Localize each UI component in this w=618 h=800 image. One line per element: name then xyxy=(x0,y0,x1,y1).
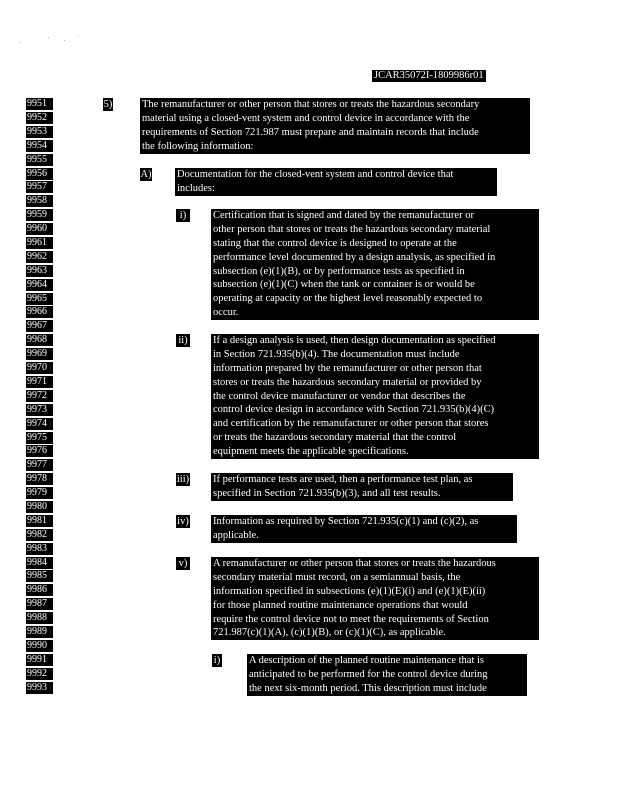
line-number: 9989 xyxy=(26,626,53,638)
paragraph-label: iii) xyxy=(176,474,190,485)
line-number: 9984 xyxy=(26,557,53,569)
text-line: subsection (e)(1)(B), or by performance tests as specified in xyxy=(213,265,465,277)
text-line: If a design analysis is used, then design documentation as specified xyxy=(213,335,496,346)
paragraph-A-text xyxy=(175,168,497,196)
line-number: 9957 xyxy=(26,181,53,193)
text-line: subsection (e)(1)(C) when the tank or container is or would be xyxy=(213,279,475,291)
paragraph-v-text xyxy=(211,557,539,640)
paragraph-ii-text xyxy=(211,334,539,459)
text-line: occur. xyxy=(213,307,239,319)
scan-artifact xyxy=(18,34,88,48)
text-line: equipment meets the applicable specifications. xyxy=(213,446,409,458)
line-number: 9968 xyxy=(26,334,53,346)
line-number: 9961 xyxy=(26,237,53,249)
line-number: 9985 xyxy=(26,570,53,582)
paragraph-label: i) xyxy=(213,655,221,666)
text-line: specified in Section 721.935(b)(3), and all test results. xyxy=(213,487,441,499)
line-number: 9979 xyxy=(26,487,53,499)
paragraph-label: 5) xyxy=(103,99,113,110)
line-number: 9956 xyxy=(26,168,53,180)
line-number: 9959 xyxy=(26,209,53,221)
text-line: Certification that is signed and dated by the remanufacturer or xyxy=(213,210,474,221)
text-line: performance level documented by a design analysis, as specified in xyxy=(213,251,496,263)
text-line: in Section 721.935(b)(4). The documentation must include xyxy=(213,348,460,360)
text-line: includes: xyxy=(177,182,215,194)
text-line: the next six-month period. This description must include xyxy=(249,682,487,694)
line-number: 9955 xyxy=(26,154,53,166)
line-number: 9972 xyxy=(26,390,53,402)
line-number: 9976 xyxy=(26,445,53,457)
text-line: A description of the planned routine maintenance that is xyxy=(249,655,485,666)
line-number: 9964 xyxy=(26,279,53,291)
line-number: 9960 xyxy=(26,223,53,235)
line-number: 9951 xyxy=(26,98,53,110)
line-number: 9975 xyxy=(26,432,53,444)
line-number: 9982 xyxy=(26,529,53,541)
text-line: other person that stores or treats the hazardous secondary material xyxy=(213,223,491,235)
line-number: 9988 xyxy=(26,612,53,624)
paragraph-label: A) xyxy=(140,169,152,180)
text-line: Documentation for the closed-vent system and control device that xyxy=(177,169,454,180)
text-line: for those planned routine maintenance operations that would xyxy=(213,599,468,611)
line-number: 9981 xyxy=(26,515,53,527)
text-line: information prepared by the remanufacturer or other person that xyxy=(213,362,482,374)
paragraph-i-text xyxy=(211,209,539,320)
line-number: 9990 xyxy=(26,640,53,652)
line-number: 9973 xyxy=(26,404,53,416)
text-line: The remanufacturer or other person that stores or treats the hazardous secondary xyxy=(142,99,480,110)
text-line: stating that the control device is designed to operate at the xyxy=(213,237,457,249)
line-number: 9978 xyxy=(26,473,53,485)
text-line: information specified in subsections (e)(1)(E)(i) and (e)(1)(E)(ii) xyxy=(213,585,486,597)
paragraph-5-text xyxy=(140,98,530,154)
paragraph-label: v) xyxy=(176,557,190,570)
line-number: 9987 xyxy=(26,598,53,610)
paragraph-v-i-text xyxy=(247,654,527,696)
text-line: or treats the hazardous secondary material that the control xyxy=(213,432,457,444)
text-line: require the control device not to meet the requirements of Section xyxy=(213,613,489,625)
line-number: 9965 xyxy=(26,293,53,305)
line-number: 9983 xyxy=(26,543,53,555)
text-line: the following information: xyxy=(142,140,254,152)
line-number: 9980 xyxy=(26,501,53,513)
text-line: anticipated to be performed for the control device during xyxy=(249,668,488,680)
text-line: the control device manufacturer or vendor that describes the xyxy=(213,390,466,402)
line-number: 9970 xyxy=(26,362,53,374)
line-number: 9992 xyxy=(26,668,53,680)
line-number: 9993 xyxy=(26,682,53,694)
line-number: 9969 xyxy=(26,348,53,360)
paragraph-label: iv) xyxy=(177,516,189,527)
text-line: operating at capacity or the highest level reasonably expected to xyxy=(213,293,483,305)
text-line: and certification by the remanufacturer or other person that stores xyxy=(213,418,489,430)
line-number: 9963 xyxy=(26,265,53,277)
text-line: control device design in accordance with Section 721.935(b)(4)(C) xyxy=(213,404,495,416)
text-line: requirements of Section 721.987 must prepare and maintain records that include xyxy=(142,126,479,138)
line-number: 9954 xyxy=(26,140,53,152)
text-line: If performance tests are used, then a performance test plan, as xyxy=(213,474,473,485)
text-line: stores or treats the hazardous secondary material or provided by xyxy=(213,376,482,388)
line-number: 9991 xyxy=(26,654,53,666)
line-number: 9971 xyxy=(26,376,53,388)
text-line: material using a closed-vent system and control device in accordance with the xyxy=(142,112,470,124)
line-number: 9962 xyxy=(26,251,53,263)
paragraph-label: ii) xyxy=(176,334,190,347)
paragraph-label: i) xyxy=(176,209,190,222)
line-number: 9952 xyxy=(26,112,53,124)
document-id-header: JCAR35072I-1809986r01 xyxy=(374,70,484,81)
line-number: 9974 xyxy=(26,418,53,430)
text-line: A remanufacturer or other person that stores or treats the hazardous xyxy=(213,558,496,569)
line-number: 9986 xyxy=(26,584,53,596)
text-line: Information as required by Section 721.935(c)(1) and (c)(2), as xyxy=(213,516,479,527)
text-line: 721.987(c)(1)(A), (c)(1)(B), or (c)(1)(C), as applicable. xyxy=(213,627,446,639)
line-number: 9966 xyxy=(26,306,53,318)
line-number: 9977 xyxy=(26,459,53,471)
text-line: secondary material must record, on a semiannual basis, the xyxy=(213,571,461,583)
line-number: 9953 xyxy=(26,126,53,138)
paragraph-iv-text xyxy=(211,515,517,543)
text-line: applicable. xyxy=(213,529,259,541)
line-number: 9958 xyxy=(26,195,53,207)
paragraph-iii-text xyxy=(211,473,513,501)
line-number: 9967 xyxy=(26,320,53,332)
